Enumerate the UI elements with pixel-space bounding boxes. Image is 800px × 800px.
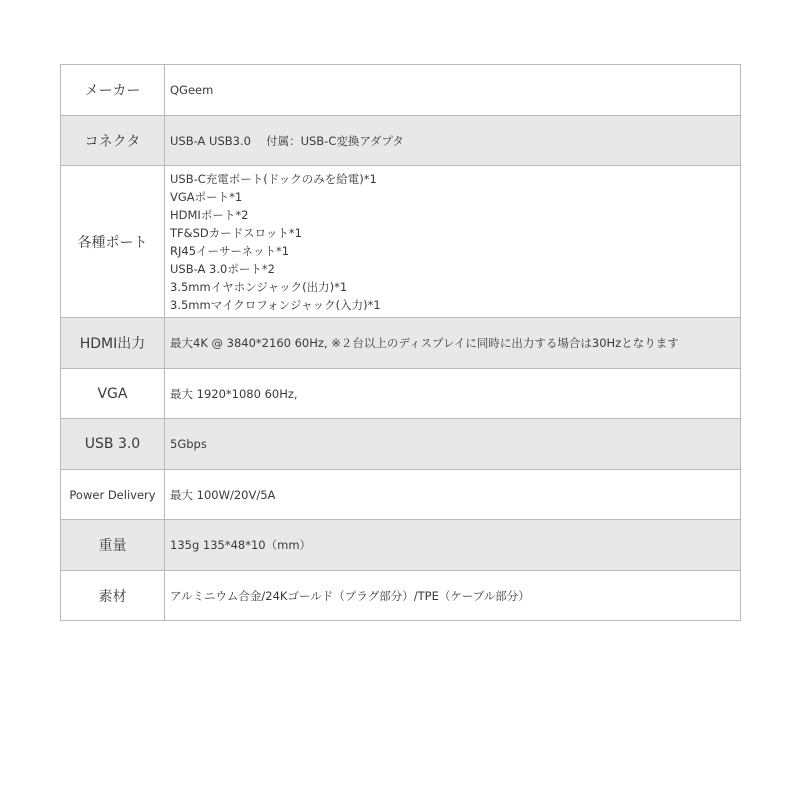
spec-row-vga <box>61 369 741 419</box>
spec-row-usb30 <box>61 419 741 470</box>
spec-row-weight <box>61 520 741 571</box>
spec-row-connector <box>61 116 741 166</box>
spec-label-ports: 各種ポート <box>61 166 165 318</box>
spec-row-material <box>61 571 741 621</box>
spec-value-maker: QGeem <box>165 65 741 116</box>
spec-label-weight: 重量 <box>61 520 165 571</box>
spec-row-maker <box>61 65 741 116</box>
spec-label-hdmi-output: HDMI出力 <box>61 318 165 369</box>
spec-value-power-delivery: 最大 100W/20V/5A <box>165 470 741 520</box>
port-item: 3.5mmイヤホンジャック(出力)*1 <box>170 280 348 294</box>
port-item: VGAポート*1 <box>170 190 243 204</box>
spec-value-vga: 最大 1920*1080 60Hz, <box>165 369 741 419</box>
spec-label-vga: VGA <box>61 369 165 419</box>
spec-row-ports <box>61 166 741 318</box>
spec-row-power-delivery <box>61 470 741 520</box>
spec-value-connector: USB-A USB3.0 付属：USB-C変換アダプタ <box>165 116 741 166</box>
spec-value-material: アルミニウム合金/24Kゴールド（プラグ部分）/TPE（ケーブル部分） <box>165 571 741 621</box>
spec-value-ports <box>165 166 741 318</box>
spec-row-hdmi-output <box>61 318 741 369</box>
spec-value-usb30: 5Gbps <box>165 419 741 470</box>
port-item: RJ45イーサーネット*1 <box>170 244 290 258</box>
spec-table <box>60 64 741 621</box>
spec-value-hdmi-output: 最大4K @ 3840*2160 60Hz, ※２台以上のディスプレイに同時に出力する場合は30Hzとなります <box>165 318 741 369</box>
port-item: 3.5mmマイクロフォンジャック(入力)*1 <box>170 298 381 312</box>
spec-label-material: 素材 <box>61 571 165 621</box>
spec-label-connector: コネクタ <box>61 116 165 166</box>
spec-label-power-delivery: Power Delivery <box>61 470 165 520</box>
port-item: USB-A 3.0ポート*2 <box>170 262 275 276</box>
spec-label-maker: メーカー <box>61 65 165 116</box>
spec-value-weight: 135g 135*48*10（mm） <box>165 520 741 571</box>
port-item: USB-C充電ポート(ドックのみを給電)*1 <box>170 172 377 186</box>
port-item: TF&SDカードスロット*1 <box>170 226 302 240</box>
port-item: HDMIポート*2 <box>170 208 249 222</box>
spec-label-usb30: USB 3.0 <box>61 419 165 470</box>
